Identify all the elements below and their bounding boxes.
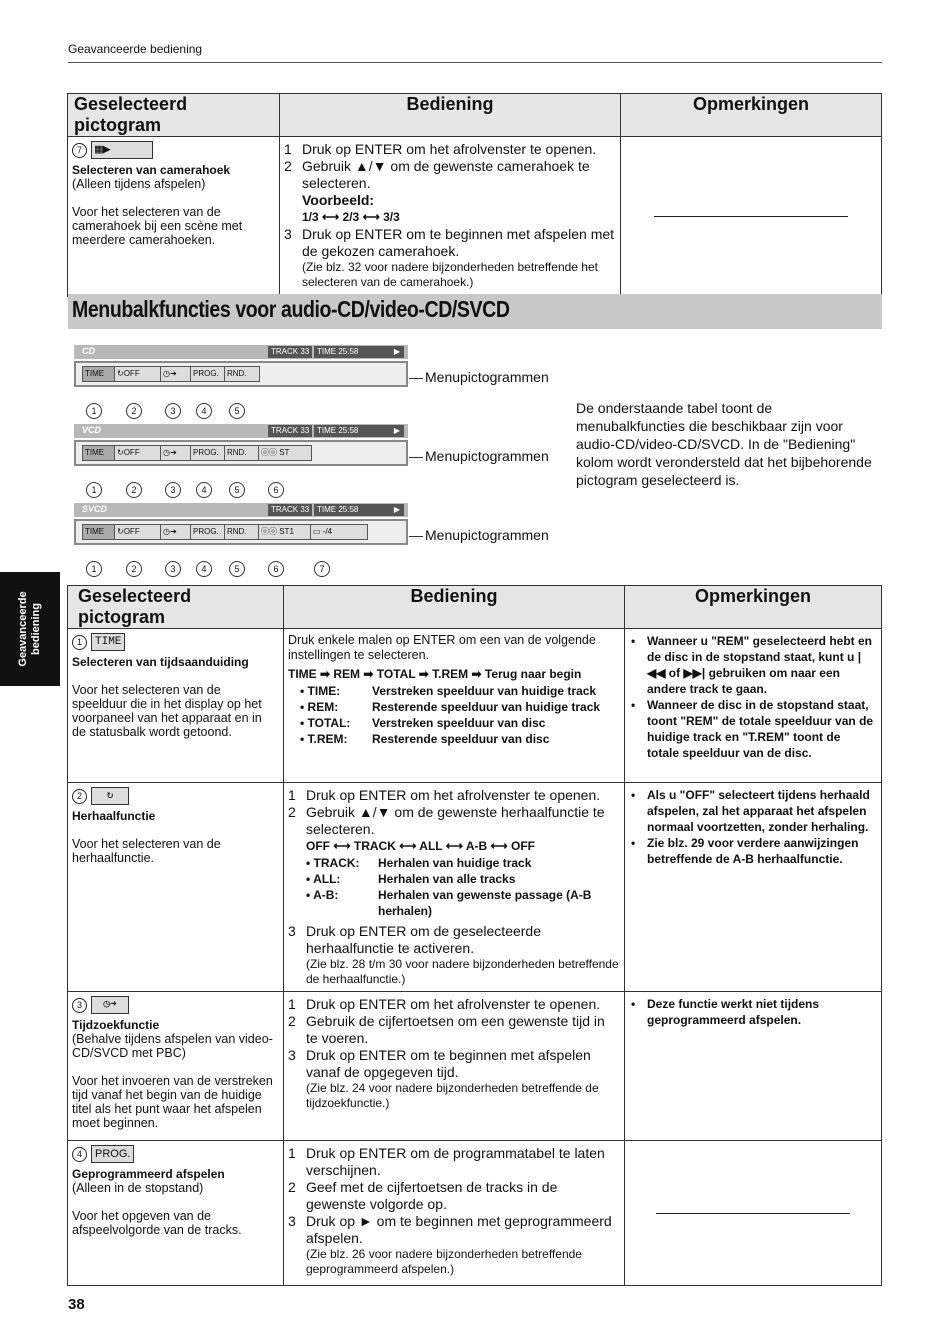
remarks-cell (625, 1141, 882, 1286)
step: 2 Gebruik de cijfertoetsen om een gewenste tijd in te voeren. (288, 1013, 605, 1046)
operation-cell (284, 629, 625, 783)
col-header-icon: Geselecteerd pictogram (68, 94, 280, 137)
menu-icon-5: RND. (224, 524, 260, 540)
menubar-functions-table (67, 585, 882, 1286)
menu-icons-label: Menupictogrammen (425, 527, 549, 543)
callout-number: 6 (268, 561, 284, 577)
remarks-cell (625, 992, 882, 1141)
col-header-operation: Bediening (280, 94, 621, 137)
kv-item: • TIME: Verstreken speelduur van huidige track (300, 684, 597, 698)
menu-icon-1: TIME (82, 445, 116, 461)
empty-dash (656, 1213, 850, 1214)
menu-icon-6: ⓞⓞ ST (258, 445, 312, 461)
table-row (68, 629, 882, 783)
kv-item: • A-B: Herhalen van gewenste passage (A-B herhalen) (306, 888, 592, 918)
callout-number: 4 (196, 482, 212, 498)
running-header: Geavanceerde bediening (68, 42, 203, 56)
page-number: 38 (68, 1296, 85, 1313)
step: 2 Geef met de cijfertoetsen de tracks in de gewenste volgorde op. (288, 1179, 558, 1212)
note: (Zie blz. 24 voor nadere bijzonderheden betreffende de tijdzoekfunctie.) (306, 1081, 599, 1110)
callout-number: 1 (86, 403, 102, 419)
desc-title: Tijdzoekfunctie (72, 1018, 160, 1032)
menubar-svcd (74, 503, 408, 545)
side-tab-label: Geavanceerde bediening (17, 591, 42, 667)
step: 3 Druk op ENTER om de geselecteerde herhaalfunctie te activeren. (288, 923, 541, 956)
step: 2 Gebruik ▲/▼ om de gewenste herhaalfunctie te selecteren. (288, 804, 605, 837)
callout-number: 6 (268, 482, 284, 498)
prog-icon: PROG. (91, 1145, 134, 1163)
kv-item: • T.REM: Resterende speelduur van disc (300, 732, 550, 746)
desc-body: Voor het selecteren van de camerahoek bij een scène met meerdere camerahoeken. (72, 205, 243, 247)
icon-cell (68, 1141, 284, 1286)
menu-icon-4: PROG. (190, 366, 228, 382)
menu-icon-3: ◷➔ (160, 366, 194, 382)
time-readout: TIME 25:58 (314, 346, 390, 358)
header-rule (68, 62, 882, 63)
track-readout: TRACK 33 (268, 504, 312, 516)
note: (Zie blz. 32 voor nadere bijzonderheden betreffende het selecteren van de camerahoek.) (302, 260, 598, 289)
track-readout: TRACK 33 (268, 425, 312, 437)
desc-body: Voor het selecteren van de herhaalfunctie. (72, 837, 221, 865)
callout-number: 5 (229, 403, 245, 419)
disc-type-label: CD (82, 346, 95, 356)
operation-cell (280, 137, 621, 297)
desc-title: Geprogrammeerd afspelen (72, 1167, 225, 1181)
col-header-remarks: Opmerkingen (625, 586, 882, 629)
step: 1 Druk op ENTER om het afrolvenster te openen. (288, 996, 601, 1012)
menubar-icons (74, 440, 408, 466)
example: Voorbeeld: (302, 192, 375, 208)
step: 3 Druk op ENTER om te beginnen met afspelen vanaf de opgegeven tijd. (288, 1047, 591, 1080)
desc-body: Voor het opgeven van de afspeelvolgorde van de tracks. (72, 1209, 242, 1237)
menu-icon-4: PROG. (190, 445, 228, 461)
camera-angle-table (67, 93, 882, 297)
menu-icon-2: ↻OFF (114, 366, 164, 382)
step: 1 Druk op ENTER om het afrolvenster te openen. (288, 787, 601, 803)
menu-icon-1: TIME (82, 366, 116, 382)
table-row (68, 1141, 882, 1286)
icon-cell (68, 783, 284, 992)
callout-number: 7 (314, 561, 330, 577)
callout-number: 5 (229, 482, 245, 498)
callout-number: 2 (126, 403, 142, 419)
menu-icon-3: ◷➔ (160, 524, 194, 540)
intro: Druk enkele malen op ENTER om een van de volgende instellingen te selecteren. (288, 633, 596, 662)
desc-sub: (Behalve tijdens afspelen van video-CD/SVCD met PBC) (72, 1032, 273, 1060)
callout-number: 1 (86, 561, 102, 577)
step: 3 Druk op ► om te beginnen met geprogrammeerd afspelen. (288, 1213, 612, 1246)
menu-icon-2: ↻OFF (114, 524, 164, 540)
desc-title: Selecteren van tijdsaanduiding (72, 655, 249, 669)
empty-dash (654, 216, 848, 217)
menu-icon-6: ⓞⓞ ST1 (258, 524, 312, 540)
callout-number: 4 (196, 403, 212, 419)
sequence: OFF ⟷ TRACK ⟷ ALL ⟷ A-B ⟷ OFF (306, 839, 536, 853)
leader-line (409, 457, 423, 458)
remark: • Wanneer u "REM" geselecteerd hebt en de disc in de stopstand staat, kunt u |◀◀ of ▶▶| gebruiken om naar een andere track te gaan. (631, 634, 872, 696)
step: 1 Druk op ENTER om het afrolvenster te openen. (284, 141, 597, 157)
remark: • Als u "OFF" selecteert tijdens herhaald afspelen, zal het apparaat het afspelen normaal voortzetten, zonder herhaling. (631, 788, 870, 834)
callout-number: 4 (196, 561, 212, 577)
menu-icon-4: PROG. (190, 524, 228, 540)
note: (Zie blz. 28 t/m 30 voor nadere bijzonderheden betreffende de herhaalfunctie.) (306, 957, 619, 986)
time-icon: TIME (91, 633, 125, 651)
menubar-vcd (74, 424, 408, 466)
item-number: 4 (72, 1147, 87, 1162)
leader-line (409, 378, 423, 379)
remark: • Zie blz. 29 voor verdere aanwijzingen betreffende de A-B herhaalfunctie. (631, 836, 859, 866)
col-header-icon: Geselecteerd pictogram (68, 586, 284, 629)
callout-number: 2 (126, 482, 142, 498)
sequence: TIME ➡ REM ➡ TOTAL ➡ T.REM ➡ Terug naar begin (288, 667, 582, 681)
remark: • Deze functie werkt niet tijdens geprogrammeerd afspelen. (631, 997, 820, 1027)
table-row (68, 992, 882, 1141)
desc-sub: (Alleen tijdens afspelen) (72, 177, 206, 191)
menu-icon-1: TIME (82, 524, 116, 540)
remarks-cell (625, 783, 882, 992)
kv-item: • ALL: Herhalen van alle tracks (306, 872, 516, 886)
menu-icon-2: ↻OFF (114, 445, 164, 461)
icon-cell (68, 137, 280, 297)
disc-type-label: SVCD (82, 504, 108, 514)
operation-cell (284, 992, 625, 1141)
table-row (68, 783, 882, 992)
desc-body: Voor het invoeren van de verstreken tijd vanaf het begin van de huidige titel als het punt waar het afspelen moet beginnen. (72, 1074, 273, 1130)
time-readout: TIME 25:58 (314, 425, 390, 437)
menubar-cd (74, 345, 408, 387)
menubar-status (74, 345, 408, 359)
col-header-operation: Bediening (284, 586, 625, 629)
camera-icon: ▦▶ (91, 141, 153, 159)
desc-title: Selecteren van camerahoek (72, 163, 231, 177)
section-title: Menubalkfuncties voor audio-CD/video-CD/SVCD (72, 296, 510, 322)
item-number: 1 (72, 635, 87, 650)
play-icon: ▶ (390, 504, 404, 516)
item-number: 3 (72, 998, 87, 1013)
callout-number: 3 (165, 561, 181, 577)
repeat-icon: ↻ (91, 787, 129, 805)
icon-cell (68, 992, 284, 1141)
icon-cell (68, 629, 284, 783)
desc-sub: (Alleen in de stopstand) (72, 1181, 204, 1195)
intro-text: De onderstaande tabel toont de menubalkfuncties die beschikbaar zijn voor audio-CD/video-CD/SVCD. In de "Bediening" kolom wordt verondersteld dat het bijbehorende pictogram geselecteerd is. (576, 400, 872, 488)
play-icon: ▶ (390, 425, 404, 437)
callout-number: 3 (165, 482, 181, 498)
callout-number: 3 (165, 403, 181, 419)
example-seq: 1/3 ⟷ 2/3 ⟷ 3/3 (302, 210, 400, 224)
time-readout: TIME 25:58 (314, 504, 390, 516)
note: (Zie blz. 26 voor nadere bijzonderheden betreffende geprogrammeerd afspelen.) (306, 1247, 582, 1276)
step: 1 Druk op ENTER om de programmatabel te laten verschijnen. (288, 1145, 605, 1178)
play-icon: ▶ (390, 346, 404, 358)
desc-body: Voor het selecteren van de speelduur die in het display op het voorpaneel van het apparaat en in de statusbalk wordt getoond. (72, 683, 262, 739)
menu-icon-7: ▭ -/4 (310, 524, 368, 540)
callout-number: 2 (126, 561, 142, 577)
operation-cell (284, 783, 625, 992)
disc-type-label: VCD (82, 425, 102, 435)
remark: • Wanneer de disc in de stopstand staat, toont "REM" de totale speelduur van de huidige track en "T.REM" toont de totale speelduur van de disc. (631, 698, 874, 760)
menu-icons-label: Menupictogrammen (425, 448, 549, 464)
kv-item: • TOTAL: Verstreken speelduur van disc (300, 716, 546, 730)
menu-icon-3: ◷➔ (160, 445, 194, 461)
item-number: 2 (72, 789, 87, 804)
menubar-status (74, 424, 408, 438)
remarks-cell (621, 137, 882, 297)
col-header-remarks: Opmerkingen (621, 94, 882, 137)
time-search-icon: ◷➜ (91, 996, 129, 1014)
kv-item: • REM: Resterende speelduur van huidige track (300, 700, 601, 714)
menubar-icons (74, 519, 408, 545)
menubar-icons (74, 361, 408, 387)
desc-title: Herhaalfunctie (72, 809, 156, 823)
menu-icon-5: RND. (224, 445, 260, 461)
menu-icon-5: RND. (224, 366, 260, 382)
remarks-cell (625, 629, 882, 783)
menubar-status (74, 503, 408, 517)
step: 2 Gebruik ▲/▼ om de gewenste camerahoek te selecteren. (284, 158, 590, 191)
callout-number: 1 (86, 482, 102, 498)
kv-item: • TRACK: Herhalen van huidige track (306, 856, 532, 870)
menu-icons-label: Menupictogrammen (425, 369, 549, 385)
step: 3 Druk op ENTER om te beginnen met afspelen met de gekozen camerahoek. (284, 226, 615, 259)
leader-line (409, 536, 423, 537)
operation-cell (284, 1141, 625, 1286)
item-number: 7 (72, 143, 87, 158)
callout-number: 5 (229, 561, 245, 577)
track-readout: TRACK 33 (268, 346, 312, 358)
